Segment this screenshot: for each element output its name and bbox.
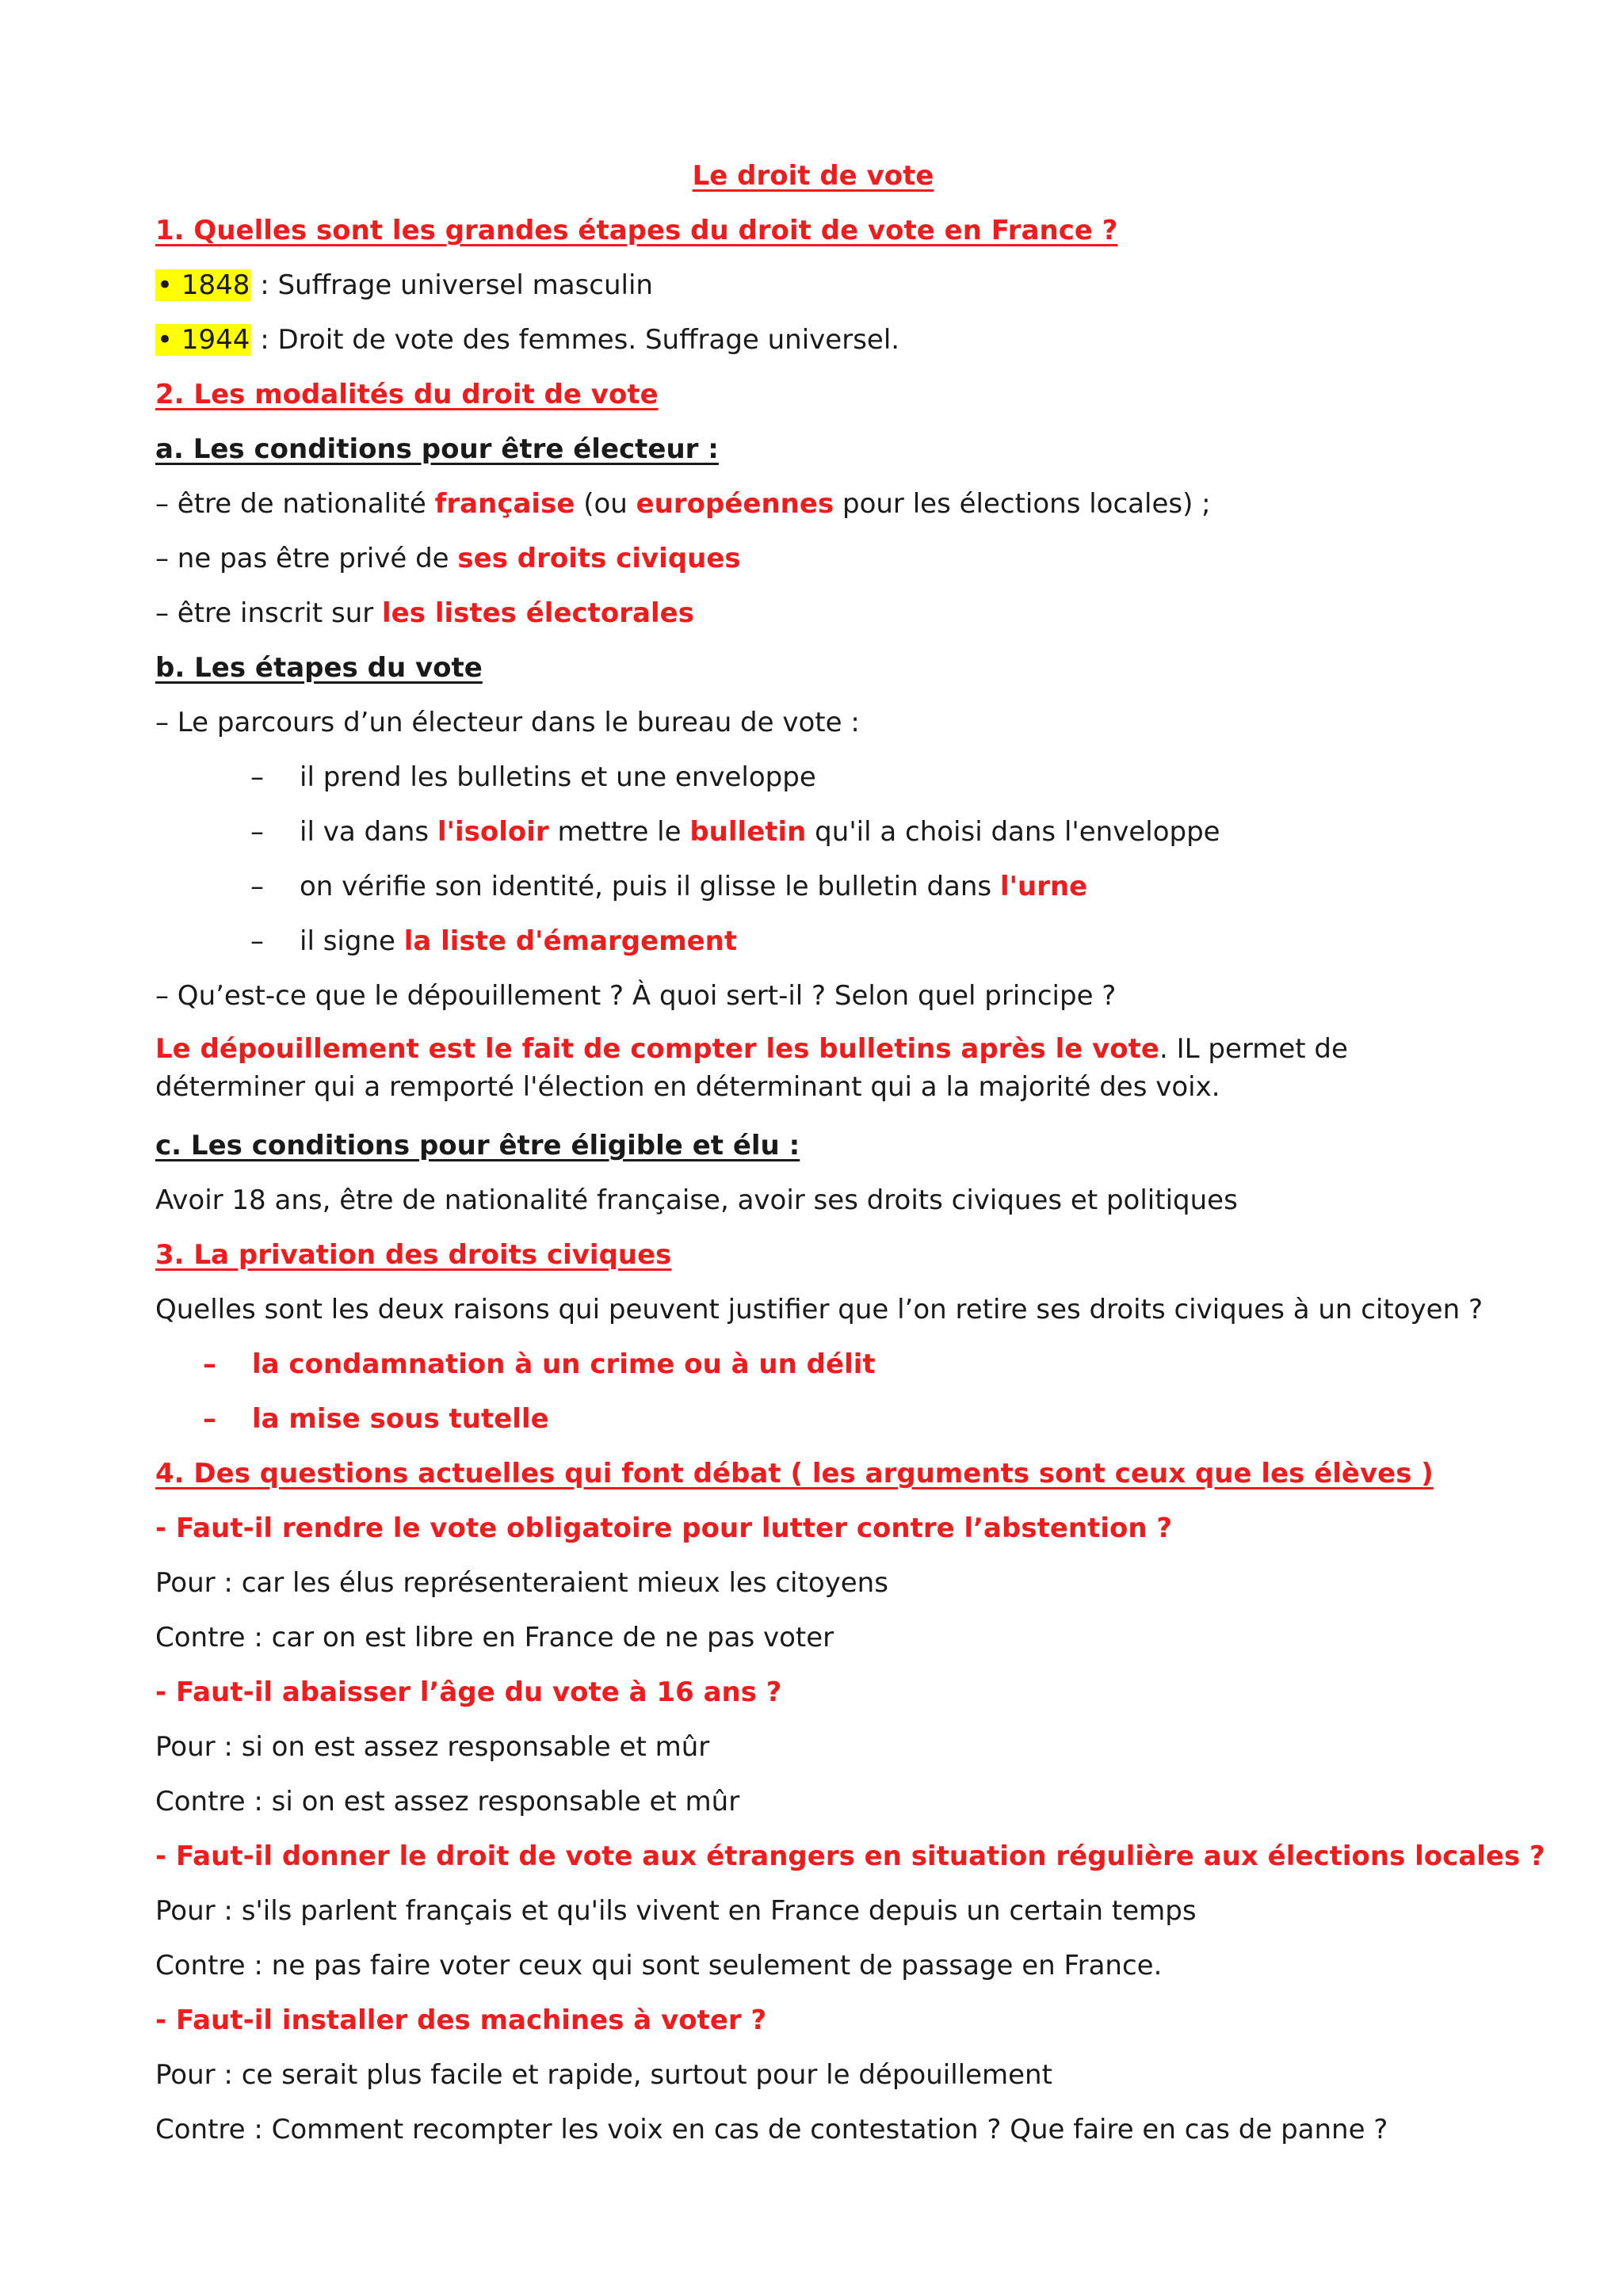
voting-step: – on vérifie son identité, puis il glisse le bulletin dans l'urne — [155, 866, 1471, 921]
subsection-a-heading: a. Les conditions pour être électeur : — [155, 433, 719, 465]
dash-bullet: – — [250, 816, 264, 848]
argument-pour: Pour : car les élus représenteraient mieux les citoyens — [155, 1567, 888, 1599]
argument-pour: Pour : si on est assez responsable et mûr — [155, 1731, 710, 1763]
privation-question: Quelles sont les deux raisons qui peuvent justifier que l’on retire ses droits civiques à un citoyen ? — [155, 1294, 1483, 1325]
bullet-icon: • — [157, 269, 174, 301]
debate-question: - Faut-il rendre le vote obligatoire pour lutter contre l’abstention ? — [155, 1512, 1173, 1544]
dash-bullet: – — [250, 925, 264, 957]
argument-contre: Contre : si on est assez responsable et mûr — [155, 1786, 740, 1817]
voting-step: – il va dans l'isoloir mettre le bulletin qu'il a choisi dans l'enveloppe — [155, 811, 1471, 866]
highlighted-date: • 1848 — [157, 269, 250, 301]
voting-step: – il prend les bulletins et une enveloppe — [155, 757, 1471, 811]
section-4-heading: 4. Des questions actuelles qui font débat ( les arguments sont ceux que les élèves ) — [155, 1458, 1434, 1489]
condition-civic-rights: – ne pas être privé de ses droits civiques — [155, 543, 741, 574]
argument-contre: Contre : Comment recompter les voix en cas de contestation ? Que faire en cas de panne ? — [155, 2114, 1388, 2145]
title-line — [155, 155, 1471, 210]
debate-question: - Faut-il abaisser l’âge du vote à 16 ans ? — [155, 1676, 782, 1708]
counting-answer: Le dépouillement est le fait de compter les bulletins après le vote. IL permet de déterminer qui a remporté l'élection en déterminant qui a la majorité des voix. — [155, 1033, 1348, 1103]
dash-bullet: – — [203, 1348, 216, 1380]
highlighted-date: • 1944 — [157, 324, 250, 356]
date-item-1848: • 1848 : Suffrage universel masculin — [157, 269, 653, 301]
section-1-heading: 1. Quelles sont les grandes étapes du droit de vote en France ? — [155, 215, 1118, 246]
dash-bullet: – — [203, 1403, 216, 1435]
debate-question: - Faut-il donner le droit de vote aux étrangers en situation régulière aux élections locales ? — [155, 1840, 1545, 1872]
dash-bullet: – — [250, 871, 264, 902]
argument-contre: Contre : car on est libre en France de ne pas voter — [155, 1622, 834, 1653]
section-3-heading: 3. La privation des droits civiques — [155, 1239, 672, 1271]
privation-reason: – la condamnation à un crime ou à un délit — [155, 1344, 1471, 1398]
voting-path-intro: – Le parcours d’un électeur dans le bureau de vote : — [155, 707, 860, 738]
argument-contre: Contre : ne pas faire voter ceux qui sont seulement de passage en France. — [155, 1950, 1163, 1981]
bullet-icon: • — [157, 324, 174, 356]
section-2-heading: 2. Les modalités du droit de vote — [155, 379, 659, 410]
document-title: Le droit de vote — [692, 160, 934, 192]
subsection-b-heading: b. Les étapes du vote — [155, 652, 483, 684]
condition-nationality: – être de nationalité française (ou européennes pour les élections locales) ; — [155, 488, 1211, 520]
date-item-1944: • 1944 : Droit de vote des femmes. Suffrage universel. — [157, 324, 900, 356]
privation-reason: – la mise sous tutelle — [155, 1398, 1471, 1453]
debate-question: - Faut-il installer des machines à voter ? — [155, 2004, 767, 2036]
eligibility-conditions: Avoir 18 ans, être de nationalité française, avoir ses droits civiques et politiques — [155, 1184, 1238, 1216]
argument-pour: Pour : ce serait plus facile et rapide, surtout pour le dépouillement — [155, 2059, 1052, 2091]
document-page — [155, 155, 1545, 2164]
argument-pour: Pour : s'ils parlent français et qu'ils vivent en France depuis un certain temps — [155, 1895, 1197, 1927]
dash-bullet: – — [250, 761, 264, 793]
condition-electoral-lists: – être inscrit sur les listes électorales — [155, 597, 694, 629]
subsection-c-heading: c. Les conditions pour être éligible et élu : — [155, 1130, 800, 1161]
counting-question: – Qu’est-ce que le dépouillement ? À quoi sert-il ? Selon quel principe ? — [155, 980, 1117, 1012]
voting-step: – il signe la liste d'émargement — [155, 921, 1471, 975]
